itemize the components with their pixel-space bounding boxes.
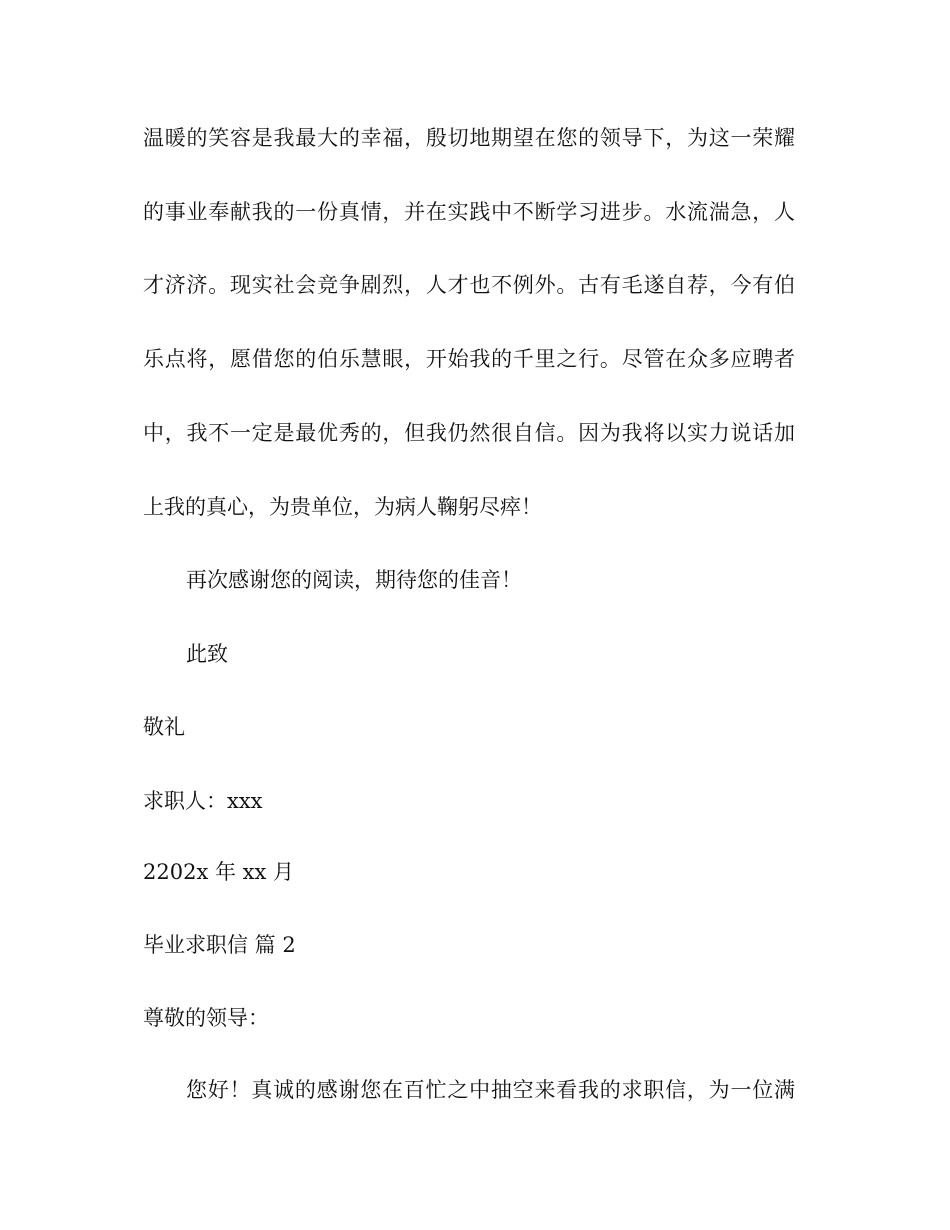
thanks-line: 再次感谢您的阅读，期待您的佳音！ (186, 568, 522, 592)
regards-line: 敬礼 (143, 715, 185, 739)
paragraph-line-3: 才济济。现实社会竞争剧烈，人才也不例外。古有毛遂自荐，今有伯 (143, 273, 795, 297)
closing-salutation: 此致 (186, 642, 228, 666)
section-title: 毕业求职信 篇 2 (143, 933, 296, 957)
applicant-line: 求职人：xxx (143, 789, 263, 813)
greeting-line: 尊敬的领导： (143, 1006, 269, 1030)
paragraph-line-5: 中，我不一定是最优秀的，但我仍然很自信。因为我将以实力说话加 (143, 421, 795, 445)
paragraph-line-6: 上我的真心，为贵单位，为病人鞠躬尽瘁！ (143, 495, 542, 519)
paragraph-opening-line: 您好！真诚的感谢您在百忙之中抽空来看我的求职信，为一位满 (186, 1078, 795, 1102)
paragraph-line-2: 的事业奉献我的一份真情，并在实践中不断学习进步。水流湍急，人 (143, 200, 795, 224)
paragraph-line-1: 温暖的笑容是我最大的幸福，殷切地期望在您的领导下，为这一荣耀 (143, 126, 795, 150)
paragraph-line-4: 乐点将，愿借您的伯乐慧眼，开始我的千里之行。尽管在众多应聘者 (143, 347, 795, 371)
date-line: 2202x 年 xx 月 (143, 860, 294, 884)
